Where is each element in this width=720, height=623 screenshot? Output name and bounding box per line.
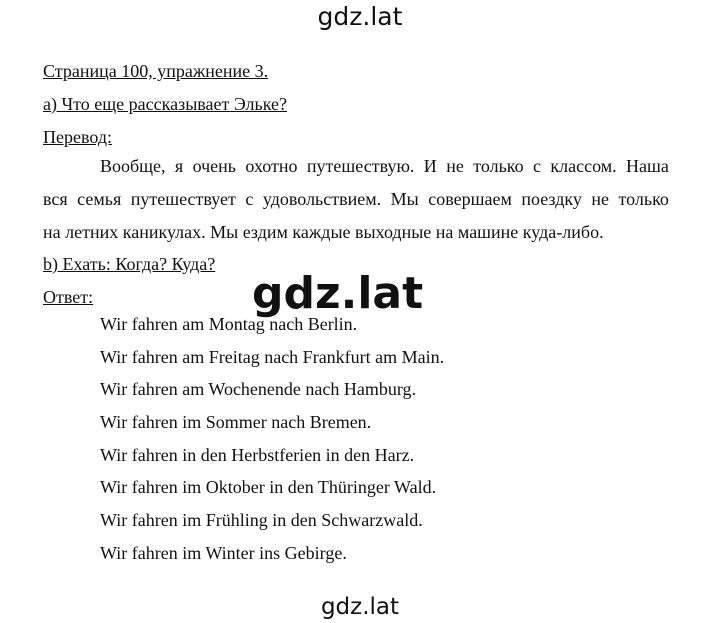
word: путешествует xyxy=(130,189,236,209)
answer-line: Wir fahren am Montag nach Berlin. xyxy=(100,314,358,334)
word: удовольствием. xyxy=(262,189,382,209)
word: не xyxy=(591,189,609,209)
paragraph-last-line: на летних каникулах. Мы ездим каждые выходные на машине куда-либо. xyxy=(43,222,604,242)
word: семья xyxy=(77,189,122,209)
answer-list xyxy=(100,313,444,575)
word: Мы xyxy=(390,189,419,209)
word: охотно xyxy=(245,156,298,176)
watermark-center: gdz.lat xyxy=(252,268,424,319)
word: Наша xyxy=(626,156,669,176)
question-a: a) Что еще рассказывает Эльке? xyxy=(43,94,288,114)
word: только xyxy=(618,189,669,209)
paragraph-line-1 xyxy=(43,150,669,183)
answer-line: Wir fahren am Wochenende nach Hamburg. xyxy=(100,379,417,400)
word: я xyxy=(174,156,184,176)
word: классом. xyxy=(550,156,617,176)
word: вся xyxy=(43,189,68,209)
translation-label: Перевод: xyxy=(43,127,112,147)
paragraph-line-3 xyxy=(43,216,669,249)
answer-line: Wir fahren im Sommer nach Bremen. xyxy=(100,412,372,433)
answer-line: Wir fahren im Oktober in den Thüringer Wald. xyxy=(100,477,437,498)
question-b: b) Ехать: Когда? Куда? xyxy=(43,254,216,274)
word: не xyxy=(446,156,464,176)
word: Вообще, xyxy=(100,156,166,176)
word: с xyxy=(245,189,254,209)
paragraph-line-2 xyxy=(43,183,669,216)
page-header: Страница 100, упражнение 3. xyxy=(43,61,269,81)
word: очень xyxy=(192,156,236,176)
answer-line: Wir fahren in den Herbstferien in den Harz. xyxy=(100,444,415,465)
word: с xyxy=(533,156,542,176)
answer-line: Wir fahren am Freitag nach Frankfurt am Main. xyxy=(100,346,445,367)
word: только xyxy=(473,156,524,176)
answer-line: Wir fahren im Frühling in den Schwarzwald. xyxy=(100,510,423,531)
answer-label: Ответ: xyxy=(43,287,94,307)
word: совершаем xyxy=(428,189,512,209)
answer-line: Wir fahren im Winter ins Gebirge. xyxy=(100,542,347,563)
word: поездку xyxy=(521,189,582,209)
word: путешествую. xyxy=(306,156,415,176)
watermark-bottom: gdz.lat xyxy=(320,594,400,620)
watermark-top: gdz.lat xyxy=(317,2,403,31)
word: И xyxy=(423,156,437,176)
translation-paragraph xyxy=(43,150,669,249)
